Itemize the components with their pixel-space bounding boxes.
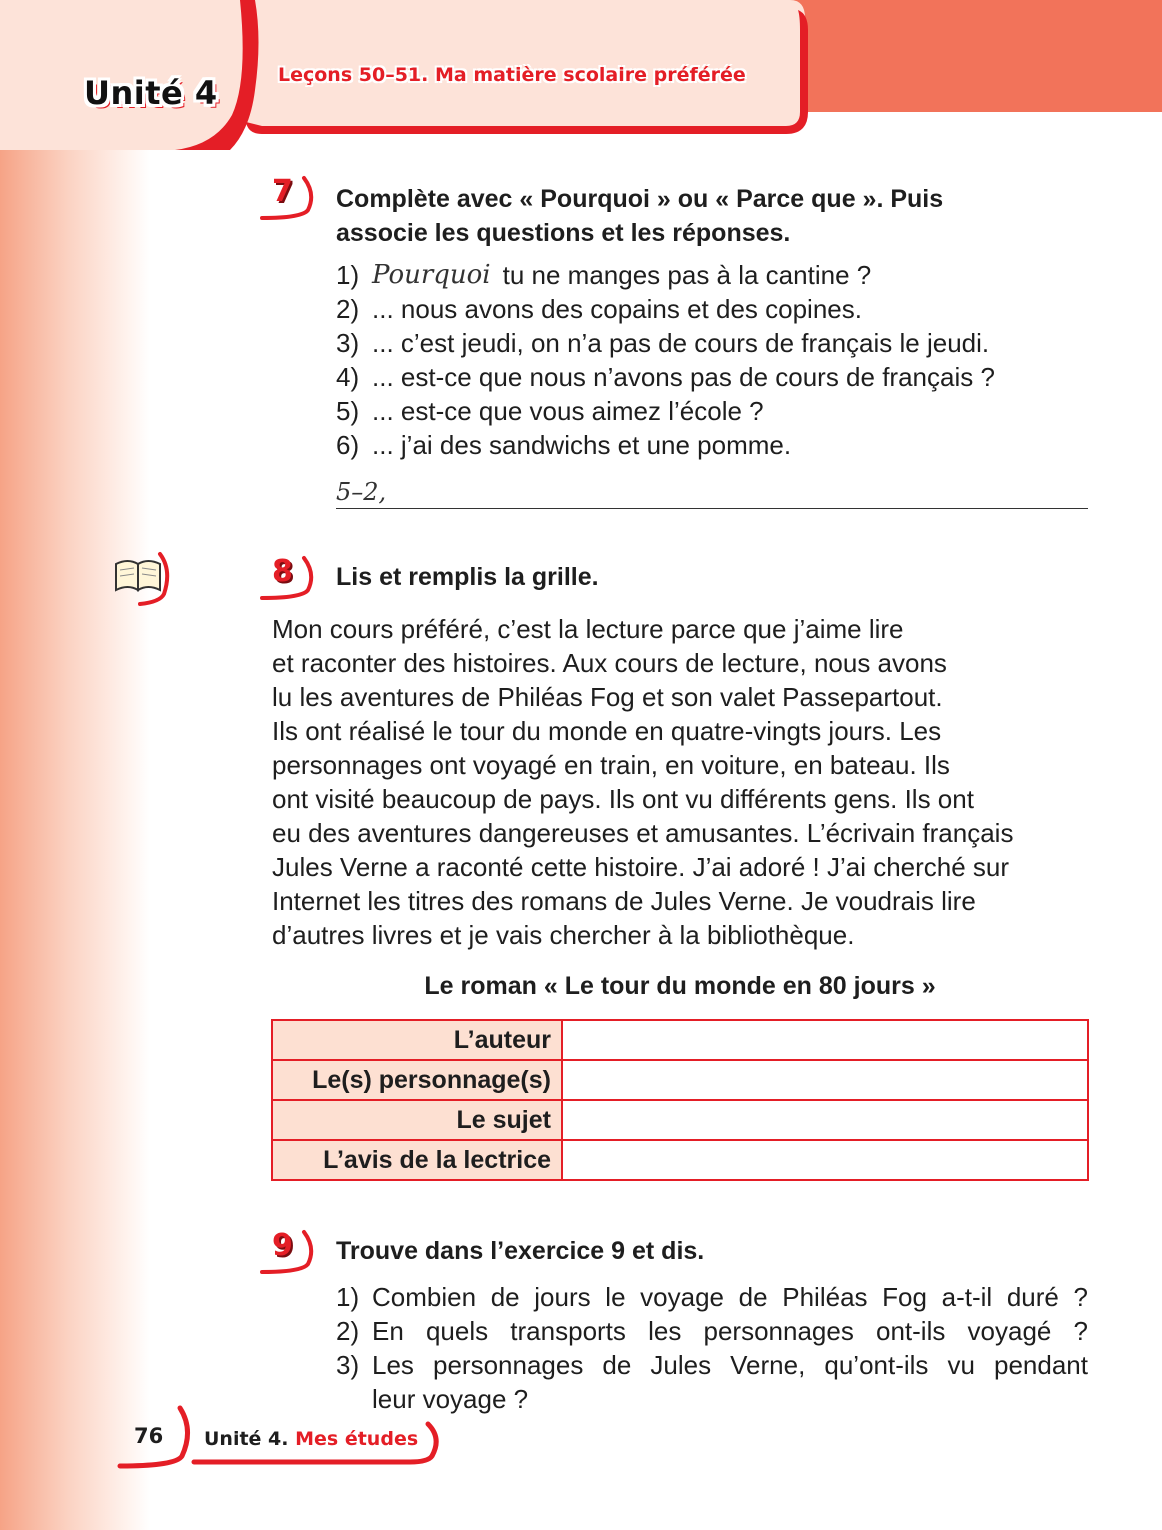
- list-item: 5) ... est-ce que vous aimez l’école ?: [336, 396, 764, 426]
- table-row: [272, 1100, 1088, 1140]
- list-item: 4) ... est-ce que nous n’avons pas de cours de français ?: [336, 362, 995, 392]
- reading-paragraph: Mon cours préféré, c’est la lecture parce que j’aime lire et raconter des histoires. Aux cours de lecture, nous avons lu les aventures de Philéas Fog et son valet Passepartout. Ils ont réalisé le tour du monde en quatre-vingts jours. Les personnages ont voyagé en train, en voiture, en bateau. Ils ont visité beaucoup de pays. Ils ont vu différents gens. Ils ont eu des aventures dangereuses et amusantes. L’écrivain français Jules Verne a raconté cette histoire. J’ai adoré ! J’ai cherché sur Internet les titres des romans de Jules Verne. Je voudrais lire d’autres livres et je vais chercher à la bibliothèque.: [272, 614, 1014, 950]
- handwritten-answer: Pourquoi: [372, 260, 491, 290]
- answer-cell[interactable]: [562, 1020, 1088, 1060]
- unit-badge: Unité 4: [84, 74, 218, 112]
- table-title: Le roman « Le tour du monde en 80 jours »: [424, 972, 936, 1000]
- answer-cell[interactable]: [562, 1100, 1088, 1140]
- exercise-7-instruction: Complète avec « Pourquoi » ou « Parce que ». Puis associe les questions et les réponses.: [336, 185, 944, 247]
- answer-line[interactable]: [336, 478, 1088, 509]
- left-margin-gradient: [0, 0, 150, 1530]
- exercise-7-list: [336, 258, 1088, 462]
- handwritten-answer: 5–2,: [336, 478, 387, 506]
- list-item: 3) ... c’est jeudi, on n’a pas de cours de français le jeudi.: [336, 328, 990, 358]
- list-item: 2) ... nous avons des copains et des copines.: [336, 294, 862, 324]
- table-row: [272, 1020, 1088, 1060]
- list-item: 3) Les personnages de Jules Verne, qu’ont-ils vu pendant: [336, 1350, 1088, 1380]
- table-row: [272, 1140, 1088, 1180]
- book-icon: [110, 550, 172, 606]
- exercise-7-number: 7: [258, 172, 318, 222]
- list-item: 1) Pourquoi tu ne manges pas à la cantine ?: [336, 260, 872, 290]
- exercise-9-instruction: Trouve dans l’exercice 9 et dis.: [336, 1237, 705, 1265]
- page-number: 76: [134, 1424, 164, 1448]
- table-row: [272, 1060, 1088, 1100]
- footer-title: Unité 4. Mes études: [204, 1428, 419, 1450]
- row-label: L’auteur: [272, 1020, 562, 1060]
- list-item: leur voyage ?: [372, 1384, 529, 1414]
- row-label: Le sujet: [272, 1100, 562, 1140]
- row-label: Le(s) personnage(s): [272, 1060, 562, 1100]
- exercise-8-number: 8: [258, 552, 318, 602]
- lesson-title: Leçons 50–51. Ma matière scolaire préférée: [278, 64, 746, 86]
- exercise-9-number: 9: [258, 1226, 318, 1276]
- exercise-8-instruction: Lis et remplis la grille.: [336, 563, 599, 591]
- list-item: 6) ... j’ai des sandwichs et une pomme.: [336, 430, 792, 460]
- row-label: L’avis de la lectrice: [272, 1140, 562, 1180]
- answer-cell[interactable]: [562, 1060, 1088, 1100]
- list-item: 2) En quels transports les personnages ont-ils voyagé ?: [336, 1316, 1088, 1346]
- list-item: 1) Combien de jours le voyage de Philéas Fog a-t-il duré ?: [336, 1282, 1088, 1312]
- exercise-9-list: [336, 1280, 1088, 1416]
- fill-in-grid: [271, 1019, 1089, 1181]
- answer-cell[interactable]: [562, 1140, 1088, 1180]
